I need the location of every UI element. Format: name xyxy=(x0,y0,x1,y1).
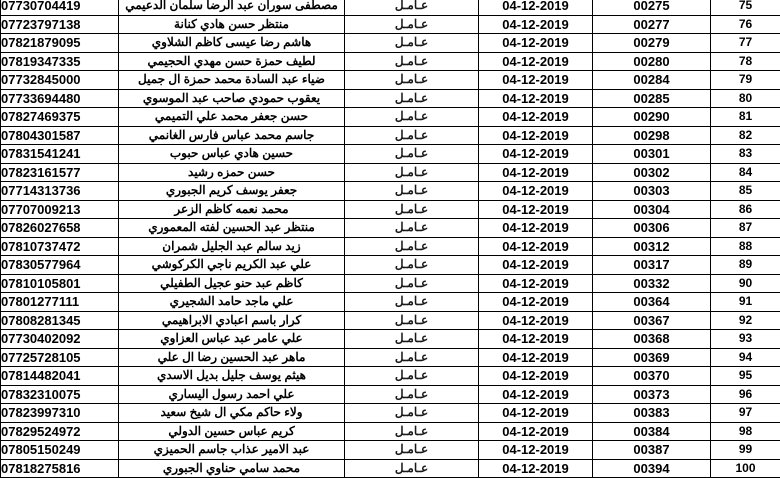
employee-code-cell: 00302 xyxy=(593,163,711,182)
sequence-number-cell: 90 xyxy=(711,274,780,293)
role-cell: عـامـل xyxy=(345,71,479,90)
name-cell: محمد نعمه كاظم الزعر xyxy=(119,200,345,219)
sequence-number-cell: 83 xyxy=(711,145,780,164)
date-cell: 04-12-2019 xyxy=(479,15,593,34)
sequence-number-cell: 86 xyxy=(711,200,780,219)
name-cell: يعقوب حمودي صاحب عبد الموسوي xyxy=(119,89,345,108)
sequence-number-cell: 87 xyxy=(711,219,780,238)
name-cell: جاسم محمد عباس فارس الغانمي xyxy=(119,126,345,145)
role-cell: عـامـل xyxy=(345,293,479,312)
sequence-number-cell: 81 xyxy=(711,108,780,127)
date-cell: 04-12-2019 xyxy=(479,459,593,478)
sequence-number-cell: 80 xyxy=(711,89,780,108)
name-cell: حسن حمزه رشيد xyxy=(119,163,345,182)
sequence-number-cell: 75 xyxy=(711,0,780,15)
sequence-number-cell: 92 xyxy=(711,311,780,330)
table-row xyxy=(1,237,780,256)
employee-code-cell: 00301 xyxy=(593,145,711,164)
phone-cell: 07732845000 xyxy=(1,71,119,90)
date-cell: 04-12-2019 xyxy=(479,385,593,404)
phone-cell: 07818275816 xyxy=(1,459,119,478)
table-row xyxy=(1,311,780,330)
phone-cell: 07707009213 xyxy=(1,200,119,219)
date-cell: 04-12-2019 xyxy=(479,293,593,312)
phone-cell: 07819347335 xyxy=(1,52,119,71)
name-cell: علي احمد رسول اليساري xyxy=(119,385,345,404)
table-row xyxy=(1,71,780,90)
employee-code-cell: 00277 xyxy=(593,15,711,34)
employee-code-cell: 00332 xyxy=(593,274,711,293)
phone-cell: 07730402092 xyxy=(1,330,119,349)
table-row xyxy=(1,256,780,275)
table-row xyxy=(1,459,780,478)
table-row xyxy=(1,15,780,34)
name-cell: حسين هادي عباس حبوب xyxy=(119,145,345,164)
role-cell: عـامـل xyxy=(345,441,479,460)
table-row xyxy=(1,0,780,15)
phone-cell: 07823161577 xyxy=(1,163,119,182)
table-row xyxy=(1,108,780,127)
sequence-number-cell: 85 xyxy=(711,182,780,201)
sequence-number-cell: 89 xyxy=(711,256,780,275)
sequence-number-cell: 78 xyxy=(711,52,780,71)
role-cell: عـامـل xyxy=(345,330,479,349)
role-cell: عـامـل xyxy=(345,422,479,441)
name-cell: ولاء حاكم مكي ال شيخ سعيد xyxy=(119,404,345,423)
table-row xyxy=(1,126,780,145)
phone-cell: 07830577964 xyxy=(1,256,119,275)
table-row xyxy=(1,367,780,386)
roster-body xyxy=(1,0,780,478)
name-cell: منتظر عبد الحسين لفته المعموري xyxy=(119,219,345,238)
employee-code-cell: 00387 xyxy=(593,441,711,460)
table-row xyxy=(1,422,780,441)
name-cell: زيد سالم عبد الجليل شمران xyxy=(119,237,345,256)
phone-cell: 07801277111 xyxy=(1,293,119,312)
table-row xyxy=(1,293,780,312)
date-cell: 04-12-2019 xyxy=(479,108,593,127)
table-row xyxy=(1,200,780,219)
name-cell: حسن جعفر محمد علي التميمي xyxy=(119,108,345,127)
date-cell: 04-12-2019 xyxy=(479,52,593,71)
role-cell: عـامـل xyxy=(345,15,479,34)
table-row xyxy=(1,441,780,460)
name-cell: كرار باسم اعبادي الابراهيمي xyxy=(119,311,345,330)
employee-code-cell: 00364 xyxy=(593,293,711,312)
name-cell: علي عبد الكريم ناجي الكركوشي xyxy=(119,256,345,275)
employee-code-cell: 00284 xyxy=(593,71,711,90)
date-cell: 04-12-2019 xyxy=(479,311,593,330)
employee-code-cell: 00275 xyxy=(593,0,711,15)
role-cell: عـامـل xyxy=(345,163,479,182)
phone-cell: 07733694480 xyxy=(1,89,119,108)
sequence-number-cell: 76 xyxy=(711,15,780,34)
phone-cell: 07826027658 xyxy=(1,219,119,238)
name-cell: هاشم رضا عيسى كاظم الشلاوي xyxy=(119,34,345,53)
phone-cell: 07810737472 xyxy=(1,237,119,256)
phone-cell: 07823997310 xyxy=(1,404,119,423)
phone-cell: 07805150249 xyxy=(1,441,119,460)
table-row xyxy=(1,404,780,423)
table-row xyxy=(1,219,780,238)
date-cell: 04-12-2019 xyxy=(479,367,593,386)
table-row xyxy=(1,89,780,108)
phone-cell: 07804301587 xyxy=(1,126,119,145)
employee-code-cell: 00280 xyxy=(593,52,711,71)
role-cell: عـامـل xyxy=(345,274,479,293)
date-cell: 04-12-2019 xyxy=(479,274,593,293)
employee-code-cell: 00384 xyxy=(593,422,711,441)
phone-cell: 07723797138 xyxy=(1,15,119,34)
date-cell: 04-12-2019 xyxy=(479,237,593,256)
name-cell: علي عامر عبد عباس العزاوي xyxy=(119,330,345,349)
name-cell: كاظم عبد حنو عجيل الطفيلي xyxy=(119,274,345,293)
date-cell: 04-12-2019 xyxy=(479,126,593,145)
sequence-number-cell: 95 xyxy=(711,367,780,386)
employee-code-cell: 00312 xyxy=(593,237,711,256)
phone-cell: 07829524972 xyxy=(1,422,119,441)
date-cell: 04-12-2019 xyxy=(479,404,593,423)
employee-code-cell: 00394 xyxy=(593,459,711,478)
table-row xyxy=(1,145,780,164)
employee-code-cell: 00383 xyxy=(593,404,711,423)
sequence-number-cell: 96 xyxy=(711,385,780,404)
employee-code-cell: 00303 xyxy=(593,182,711,201)
employee-code-cell: 00306 xyxy=(593,219,711,238)
table-row xyxy=(1,182,780,201)
sequence-number-cell: 98 xyxy=(711,422,780,441)
date-cell: 04-12-2019 xyxy=(479,145,593,164)
role-cell: عـامـل xyxy=(345,89,479,108)
employee-code-cell: 00317 xyxy=(593,256,711,275)
table-row xyxy=(1,348,780,367)
name-cell: كريم عباس حسين الدولي xyxy=(119,422,345,441)
name-cell: محمد سامي حناوي الجبوري xyxy=(119,459,345,478)
name-cell: منتظر حسن هادي كنانة xyxy=(119,15,345,34)
phone-cell: 07808281345 xyxy=(1,311,119,330)
sequence-number-cell: 100 xyxy=(711,459,780,478)
phone-cell: 07810105801 xyxy=(1,274,119,293)
role-cell: عـامـل xyxy=(345,200,479,219)
employee-code-cell: 00370 xyxy=(593,367,711,386)
phone-cell: 07730704419 xyxy=(1,0,119,15)
phone-cell: 07814482041 xyxy=(1,367,119,386)
name-cell: علي ماجد حامد الشجيري xyxy=(119,293,345,312)
date-cell: 04-12-2019 xyxy=(479,34,593,53)
role-cell: عـامـل xyxy=(345,219,479,238)
phone-cell: 07821879095 xyxy=(1,34,119,53)
sequence-number-cell: 79 xyxy=(711,71,780,90)
name-cell: عبد الامير عذاب جاسم الحميزي xyxy=(119,441,345,460)
name-cell: ضياء عبد السادة محمد حمزة ال جميل xyxy=(119,71,345,90)
table-row xyxy=(1,385,780,404)
employee-code-cell: 00279 xyxy=(593,34,711,53)
name-cell: هيثم يوسف جليل بديل الاسدي xyxy=(119,367,345,386)
employee-code-cell: 00298 xyxy=(593,126,711,145)
role-cell: عـامـل xyxy=(345,145,479,164)
date-cell: 04-12-2019 xyxy=(479,441,593,460)
role-cell: عـامـل xyxy=(345,0,479,15)
sequence-number-cell: 82 xyxy=(711,126,780,145)
table-row xyxy=(1,163,780,182)
role-cell: عـامـل xyxy=(345,459,479,478)
sequence-number-cell: 91 xyxy=(711,293,780,312)
employee-code-cell: 00290 xyxy=(593,108,711,127)
date-cell: 04-12-2019 xyxy=(479,89,593,108)
employee-code-cell: 00369 xyxy=(593,348,711,367)
sequence-number-cell: 93 xyxy=(711,330,780,349)
sequence-number-cell: 99 xyxy=(711,441,780,460)
date-cell: 04-12-2019 xyxy=(479,200,593,219)
employee-code-cell: 00373 xyxy=(593,385,711,404)
date-cell: 04-12-2019 xyxy=(479,256,593,275)
date-cell: 04-12-2019 xyxy=(479,330,593,349)
employee-code-cell: 00304 xyxy=(593,200,711,219)
employee-code-cell: 00367 xyxy=(593,311,711,330)
role-cell: عـامـل xyxy=(345,108,479,127)
role-cell: عـامـل xyxy=(345,34,479,53)
role-cell: عـامـل xyxy=(345,182,479,201)
role-cell: عـامـل xyxy=(345,256,479,275)
role-cell: عـامـل xyxy=(345,404,479,423)
table-row xyxy=(1,274,780,293)
date-cell: 04-12-2019 xyxy=(479,348,593,367)
role-cell: عـامـل xyxy=(345,367,479,386)
role-cell: عـامـل xyxy=(345,348,479,367)
sequence-number-cell: 84 xyxy=(711,163,780,182)
date-cell: 04-12-2019 xyxy=(479,0,593,15)
table-row xyxy=(1,34,780,53)
table-row xyxy=(1,330,780,349)
role-cell: عـامـل xyxy=(345,126,479,145)
sequence-number-cell: 77 xyxy=(711,34,780,53)
phone-cell: 07725728105 xyxy=(1,348,119,367)
date-cell: 04-12-2019 xyxy=(479,182,593,201)
role-cell: عـامـل xyxy=(345,52,479,71)
date-cell: 04-12-2019 xyxy=(479,163,593,182)
phone-cell: 07827469375 xyxy=(1,108,119,127)
date-cell: 04-12-2019 xyxy=(479,422,593,441)
date-cell: 04-12-2019 xyxy=(479,219,593,238)
phone-cell: 07831541241 xyxy=(1,145,119,164)
employee-code-cell: 00368 xyxy=(593,330,711,349)
phone-cell: 07832310075 xyxy=(1,385,119,404)
date-cell: 04-12-2019 xyxy=(479,71,593,90)
table-row xyxy=(1,52,780,71)
sequence-number-cell: 94 xyxy=(711,348,780,367)
employee-code-cell: 00285 xyxy=(593,89,711,108)
sequence-number-cell: 97 xyxy=(711,404,780,423)
phone-cell: 07714313736 xyxy=(1,182,119,201)
name-cell: ماهر عبد الحسين رضا ال علي xyxy=(119,348,345,367)
name-cell: مصطفى سوران عبد الرضا سلمان الدعيمي xyxy=(119,0,345,15)
role-cell: عـامـل xyxy=(345,311,479,330)
name-cell: لطيف حمزة حسن مهدي الحجيمي xyxy=(119,52,345,71)
role-cell: عـامـل xyxy=(345,237,479,256)
sequence-number-cell: 88 xyxy=(711,237,780,256)
name-cell: جعفر يوسف كريم الجبوري xyxy=(119,182,345,201)
role-cell: عـامـل xyxy=(345,385,479,404)
